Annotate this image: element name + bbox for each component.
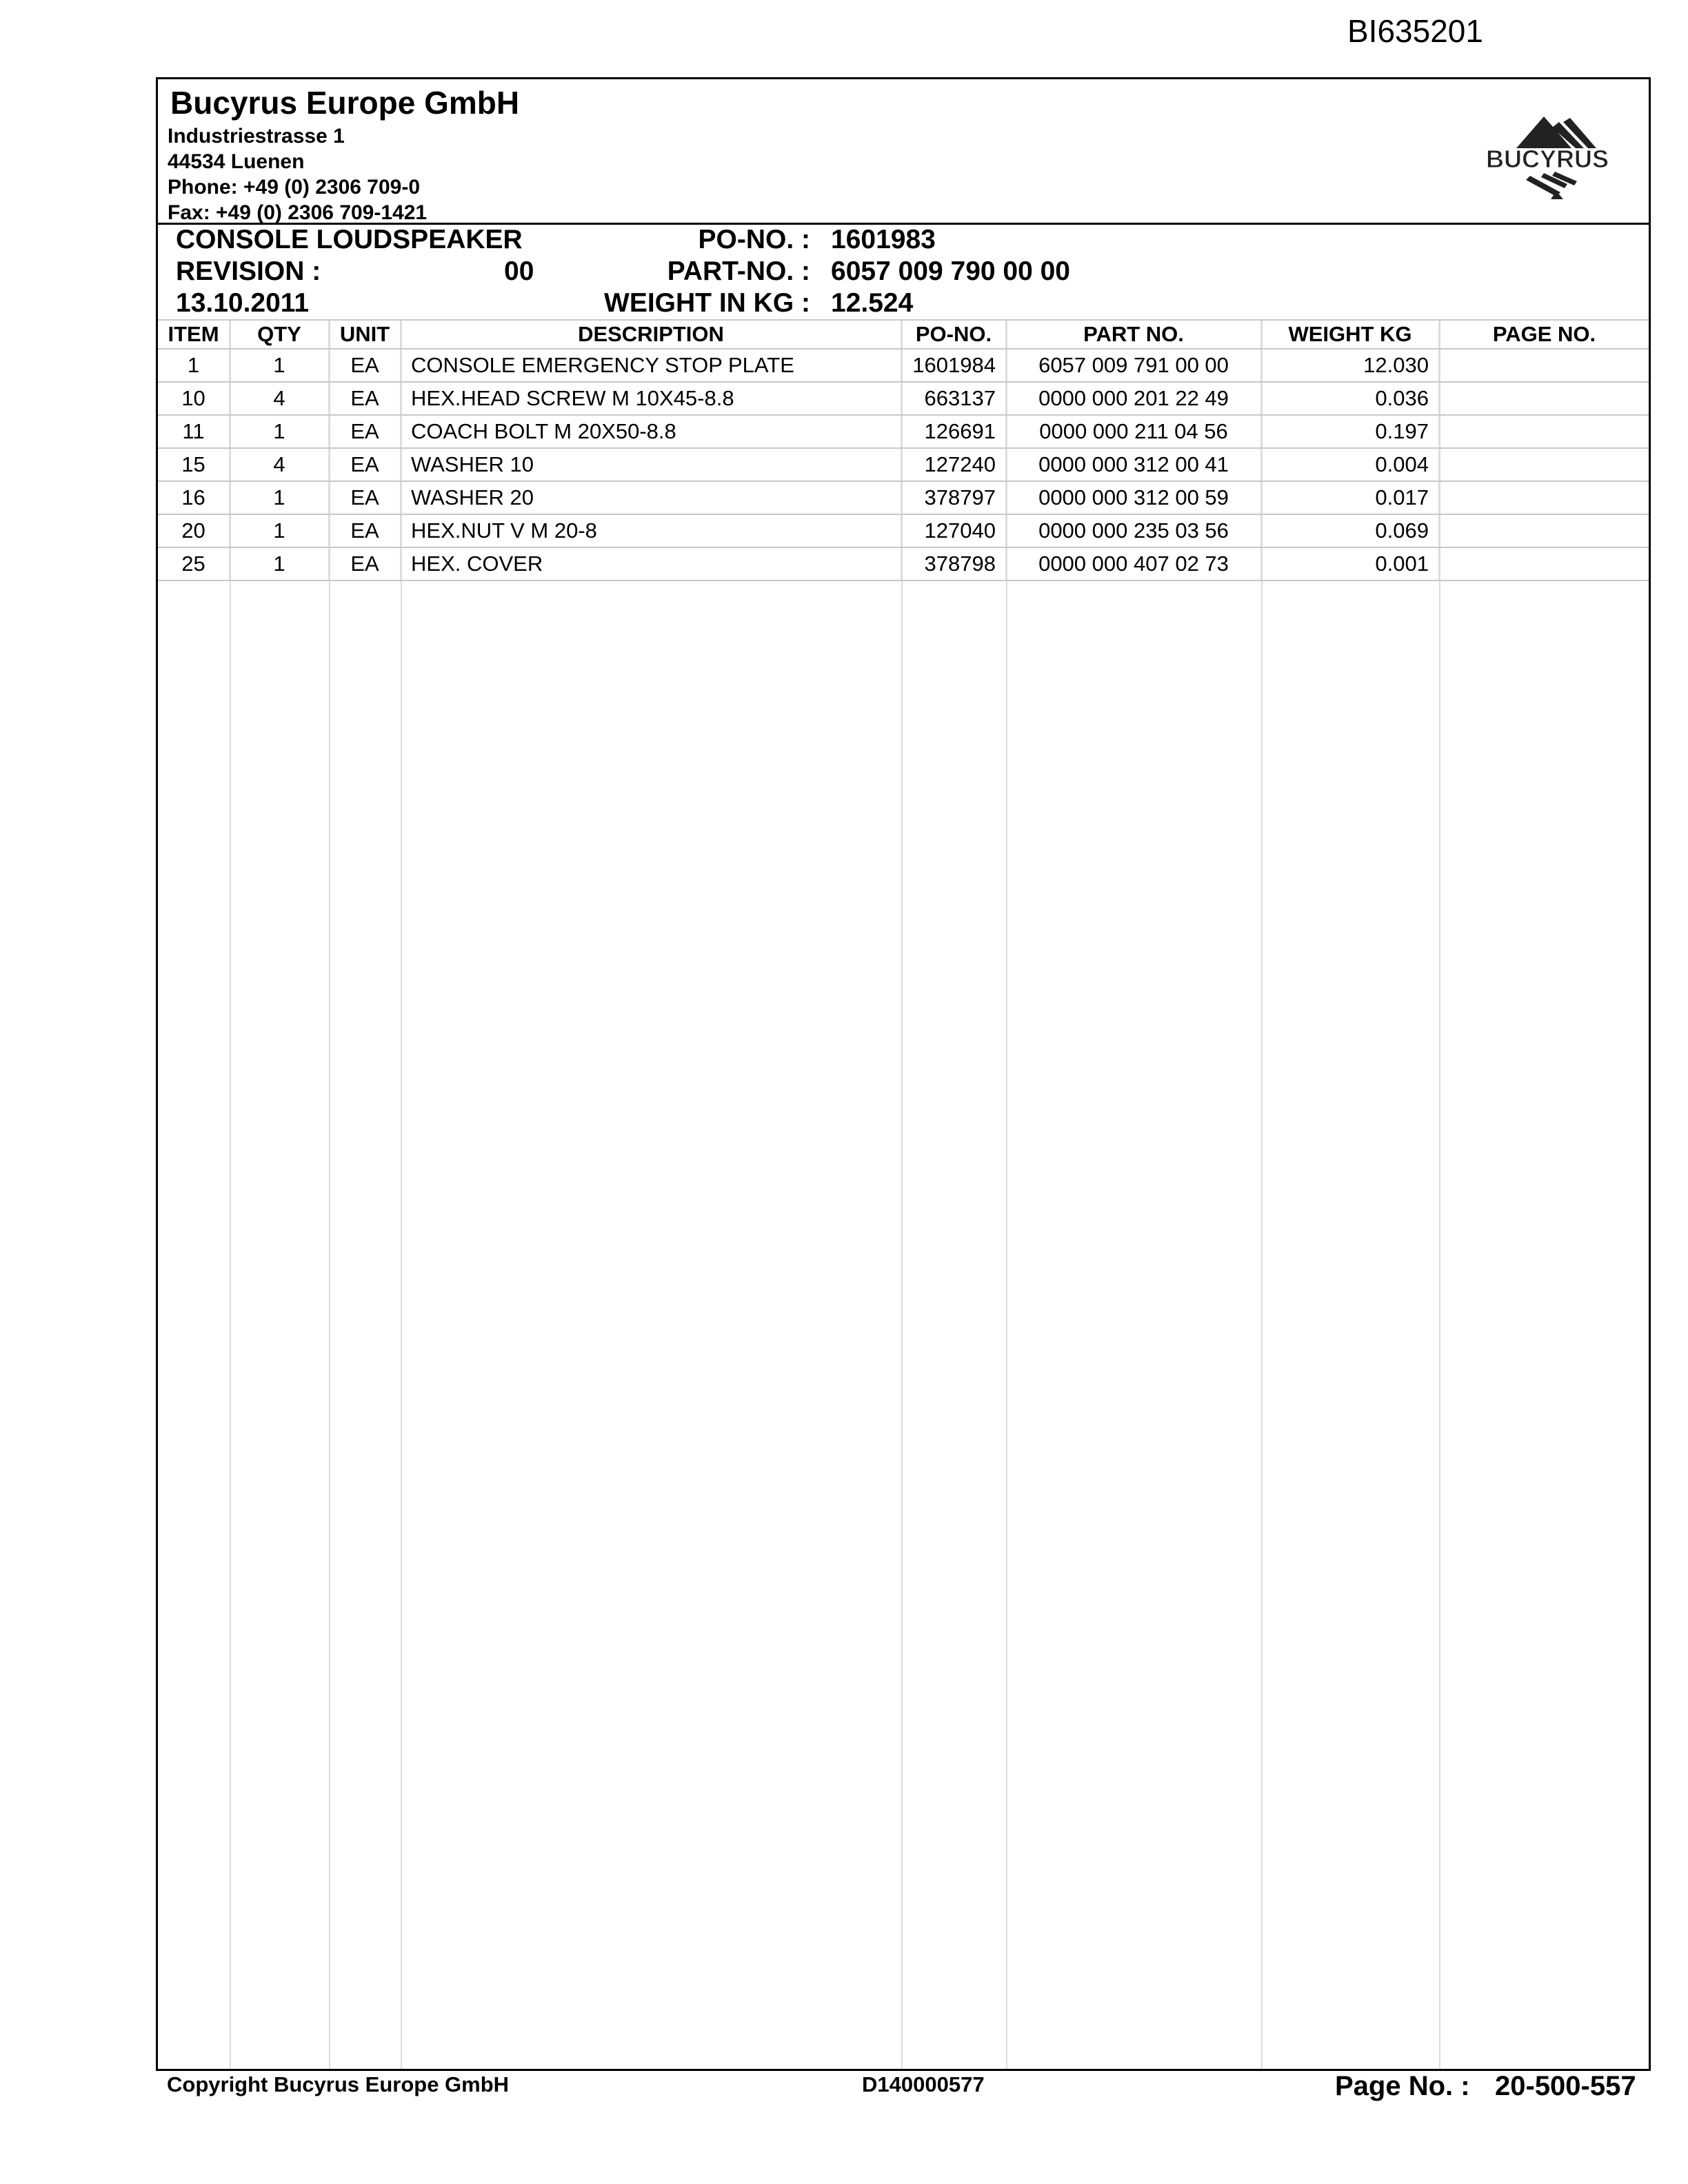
document-code: D140000577 (862, 2072, 985, 2096)
column-separator (230, 321, 231, 2069)
cell-qty: 4 (230, 448, 329, 481)
cell-po-no: 378797 (901, 481, 1006, 514)
cell-item: 25 (158, 547, 230, 580)
cell-unit: EA (329, 481, 401, 514)
cell-page-no (1439, 514, 1649, 547)
table-row (158, 415, 1649, 448)
cell-part-no: 0000 000 312 00 59 (1006, 481, 1261, 514)
cell-description: WASHER 20 (401, 481, 901, 514)
column-header-po-no: PO-NO. (901, 321, 1006, 349)
svg-text:BUCYRUS: BUCYRUS (1485, 145, 1609, 173)
column-header-weight: WEIGHT KG (1261, 321, 1439, 349)
cell-item: 11 (158, 415, 230, 448)
cell-po-no: 378798 (901, 547, 1006, 580)
document-id: BI635201 (1347, 13, 1483, 49)
column-header-qty: QTY (230, 321, 329, 349)
cell-weight: 0.004 (1261, 448, 1439, 481)
cell-weight: 0.197 (1261, 415, 1439, 448)
cell-item: 15 (158, 448, 230, 481)
cell-page-no (1439, 415, 1649, 448)
table-row (158, 382, 1649, 415)
cell-qty: 1 (230, 547, 329, 580)
parts-table (158, 321, 1649, 581)
table-row (158, 547, 1649, 580)
column-separator (1261, 321, 1263, 2069)
table-header-row (158, 321, 1649, 349)
cell-qty: 1 (230, 514, 329, 547)
cell-item: 20 (158, 514, 230, 547)
revision-value: 00 (504, 256, 534, 286)
copyright-notice: Copyright Bucyrus Europe GmbH (167, 2072, 510, 2096)
weight-value: 12.524 (831, 288, 914, 318)
company-address-block (168, 82, 519, 225)
cell-unit: EA (329, 547, 401, 580)
cell-po-no: 127240 (901, 448, 1006, 481)
cell-po-no: 127040 (901, 514, 1006, 547)
cell-qty: 1 (230, 415, 329, 448)
cell-page-no (1439, 481, 1649, 514)
cell-weight: 0.001 (1261, 547, 1439, 580)
cell-description: WASHER 10 (401, 448, 901, 481)
weight-label: WEIGHT IN KG : (604, 288, 810, 318)
column-header-unit: UNIT (329, 321, 401, 349)
cell-part-no: 0000 000 211 04 56 (1006, 415, 1261, 448)
company-street: Industriestrasse 1 (168, 125, 345, 148)
cell-part-no: 0000 000 201 22 49 (1006, 382, 1261, 415)
cell-qty: 4 (230, 382, 329, 415)
page-number-label: Page No. : (1335, 2071, 1470, 2101)
company-city: 44534 Luenen (168, 150, 305, 173)
table-row (158, 481, 1649, 514)
bucyrus-logo (1475, 107, 1620, 203)
column-header-part-no: PART NO. (1006, 321, 1261, 349)
page-number-value: 20-500-557 (1495, 2071, 1636, 2101)
column-separator (1006, 321, 1007, 2069)
assembly-date: 13.10.2011 (176, 288, 310, 318)
part-value: 6057 009 790 00 00 (831, 256, 1071, 286)
cell-po-no: 126691 (901, 415, 1006, 448)
cell-item: 10 (158, 382, 230, 415)
cell-unit: EA (329, 514, 401, 547)
cell-po-no: 663137 (901, 382, 1006, 415)
cell-part-no: 0000 000 235 03 56 (1006, 514, 1261, 547)
table-row (158, 349, 1649, 382)
cell-part-no: 0000 000 312 00 41 (1006, 448, 1261, 481)
column-separator (329, 321, 330, 2069)
parts-list-frame (156, 77, 1651, 2071)
column-header-page-no: PAGE NO. (1439, 321, 1649, 349)
cell-weight: 0.017 (1261, 481, 1439, 514)
cell-description: CONSOLE EMERGENCY STOP PLATE (401, 349, 901, 382)
column-separator (401, 321, 402, 2069)
cell-qty: 1 (230, 349, 329, 382)
cell-page-no (1439, 382, 1649, 415)
revision-label: REVISION : (176, 256, 321, 286)
column-header-item: ITEM (158, 321, 230, 349)
company-name: Bucyrus Europe GmbH (170, 85, 520, 121)
column-separator (1439, 321, 1440, 2069)
cell-description: HEX.NUT V M 20-8 (401, 514, 901, 547)
cell-weight: 0.069 (1261, 514, 1439, 547)
cell-page-no (1439, 448, 1649, 481)
table-row (158, 514, 1649, 547)
cell-unit: EA (329, 349, 401, 382)
cell-page-no (1439, 349, 1649, 382)
po-value: 1601983 (831, 225, 936, 254)
cell-part-no: 0000 000 407 02 73 (1006, 547, 1261, 580)
cell-po-no: 1601984 (901, 349, 1006, 382)
assembly-title: CONSOLE LOUDSPEAKER (176, 225, 523, 254)
cell-description: HEX. COVER (401, 547, 901, 580)
po-label: PO-NO. : (698, 225, 810, 254)
part-label: PART-NO. : (667, 256, 810, 286)
cell-part-no: 6057 009 791 00 00 (1006, 349, 1261, 382)
cell-weight: 12.030 (1261, 349, 1439, 382)
cell-unit: EA (329, 415, 401, 448)
cell-item: 16 (158, 481, 230, 514)
cell-unit: EA (329, 382, 401, 415)
cell-page-no (1439, 547, 1649, 580)
column-separator (901, 321, 903, 2069)
cell-weight: 0.036 (1261, 382, 1439, 415)
table-row (158, 448, 1649, 481)
company-fax: Fax: +49 (0) 2306 709-1421 (168, 201, 428, 224)
cell-qty: 1 (230, 481, 329, 514)
cell-unit: EA (329, 448, 401, 481)
cell-description: HEX.HEAD SCREW M 10X45-8.8 (401, 382, 901, 415)
column-header-description: DESCRIPTION (401, 321, 901, 349)
cell-item: 1 (158, 349, 230, 382)
cell-description: COACH BOLT M 20X50-8.8 (401, 415, 901, 448)
company-phone: Phone: +49 (0) 2306 709-0 (168, 176, 421, 199)
